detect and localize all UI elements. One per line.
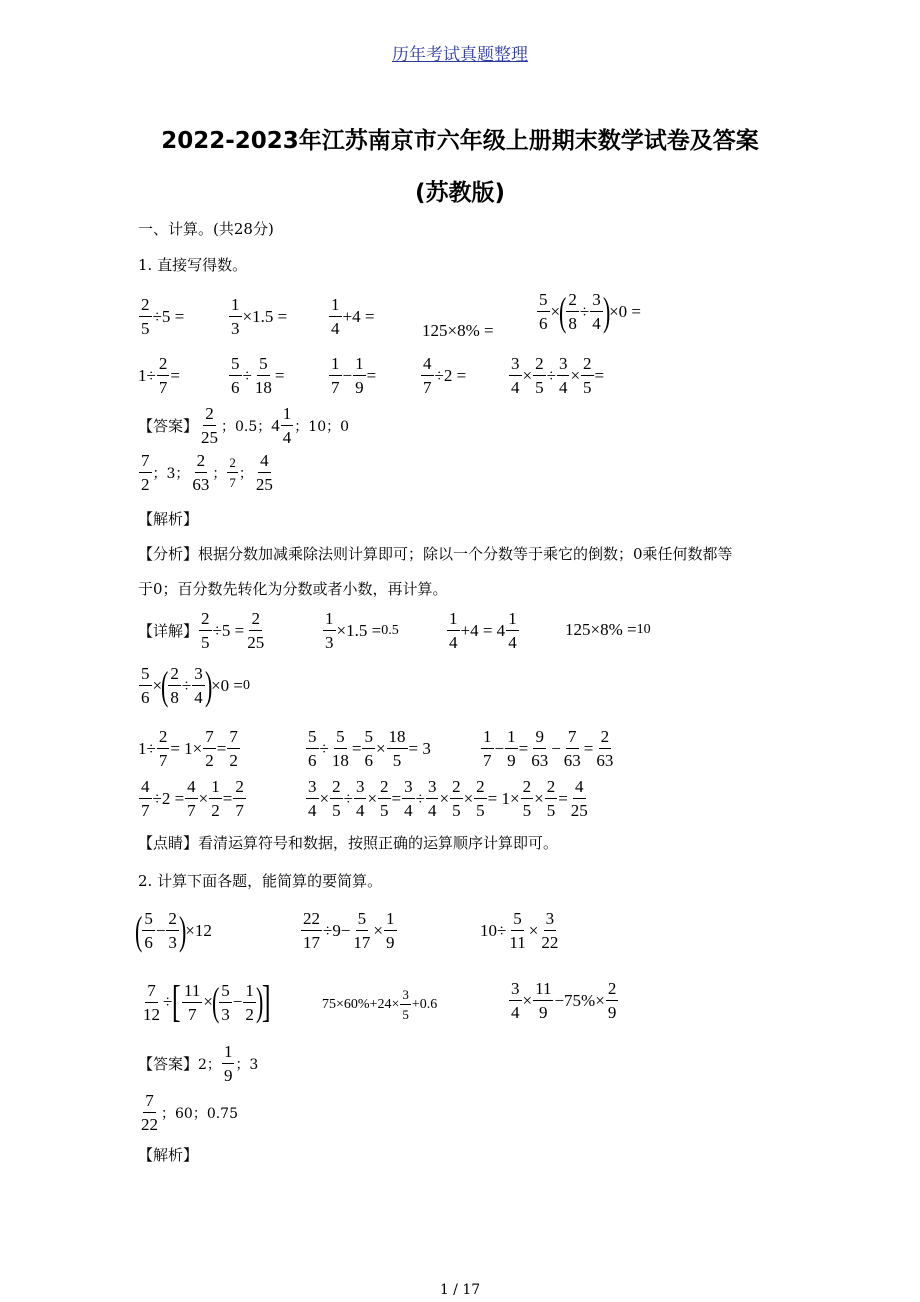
- q1-problem-10: $\frac{3}{4}$ × $\frac{2}{5}$ ÷ $\frac{3}{4}$ × $\frac{2}{5}$ =: [511, 354, 605, 397]
- q2-problem-6: $\frac{3}{4}$ × $\frac{11}{9}$ −75%× $\frac{2}{9}$: [511, 979, 617, 1022]
- question-1-label: 1. 直接写得数。: [138, 256, 248, 274]
- q2-answer-line-2: $\frac{7}{22}$ ；60；0.75: [141, 1091, 238, 1134]
- q2-problem-5: 75×60%+24× $\frac{3}{5}$ +0.6: [322, 987, 438, 1022]
- header-link[interactable]: 历年考试真题整理: [392, 45, 528, 65]
- q1-problem-6: 1÷ $\frac{2}{7}$ =: [138, 354, 180, 397]
- q1-answer-line-1: 【答案】 $\frac{2}{25}$ ；0.5； 4 $\frac{1}{4}$ ；10；0: [138, 404, 350, 447]
- q1-problem-3: $\frac{1}{4}$ +4 =: [331, 295, 375, 338]
- section-heading: 一、计算。(共28分): [138, 220, 274, 238]
- q1-problem-2: $\frac{1}{3}$ ×1.5 =: [231, 295, 288, 338]
- q2-jiexi: 【解析】: [138, 1146, 199, 1164]
- q1-problem-8: $\frac{1}{7}$ − $\frac{1}{9}$ =: [331, 354, 377, 397]
- q1-analysis-line-2: 于0；百分数先转化为分数或者小数，再计算。: [138, 580, 448, 598]
- q1-problem-1: $\frac{2}{5}$ ÷5 =: [141, 295, 185, 338]
- q2-problem-1: ( $\frac{5}{6}$ − $\frac{2}{3}$ ) ×12: [134, 907, 212, 953]
- q1-detail-8: $\frac{1}{7}$ − $\frac{1}{9}$ = $\frac{9}{63}$ − $\frac{7}{63}$ = $\frac{2}{63}$: [483, 727, 614, 770]
- q1-problem-7: $\frac{5}{6}$ ÷ $\frac{5}{18}$ =: [231, 354, 285, 397]
- q1-problem-4: 125×8% =: [422, 321, 494, 340]
- q1-detail-6: 1÷ $\frac{2}{7}$ = 1× $\frac{7}{2}$ = $\frac{7}{2}$: [138, 727, 238, 770]
- q1-problem-9: $\frac{4}{7}$ ÷2 =: [423, 354, 467, 397]
- q2-answer-line-1: 【答案】 2； $\frac{1}{9}$ ；3: [138, 1042, 259, 1085]
- q1-detail-1: 【详解】 $\frac{2}{5}$ ÷5 = $\frac{2}{25}$: [138, 609, 265, 652]
- q1-analysis-line-1: 【分析】根据分数加减乘除法则计算即可；除以一个分数等于乘它的倒数；0乘任何数都等: [138, 545, 733, 563]
- q2-problem-3: 10÷ $\frac{5}{11}$ × $\frac{3}{22}$: [480, 909, 559, 952]
- q1-detail-7: $\frac{5}{6}$ ÷ $\frac{5}{18}$ = $\frac{5}{6}$ × $\frac{18}{5}$ = 3: [308, 727, 431, 770]
- answer-tag: 【答案】: [138, 417, 199, 435]
- q1-detail-2: $\frac{1}{3}$ ×1.5 = 0.5: [325, 609, 399, 652]
- q1-detail-3: $\frac{1}{4}$ +4 = 4 $\frac{1}{4}$: [449, 609, 517, 652]
- question-2-label: 2. 计算下面各题，能简算的要简算。: [138, 872, 383, 890]
- q1-answer-line-2: $\frac{7}{2}$ ；3； $\frac{2}{63}$ ； $\frac{2}{7}$ ； $\frac{4}{25}$: [141, 451, 273, 494]
- q1-detail-4: 125×8% = 10: [565, 620, 651, 639]
- q2-problem-2: $\frac{22}{17}$ ÷9− $\frac{5}{17}$ × $\frac{1}{9}$: [303, 909, 395, 952]
- page-number: 1 / 17: [439, 1282, 481, 1298]
- q1-detail-10: $\frac{3}{4}$ × $\frac{2}{5}$ ÷ $\frac{3}{4}$ × $\frac{2}{5}$ = $\frac{3}{4}$ ÷ $\frac{3}{4}$ × $\frac{2}{5}$ × $\frac{2}{5}$ = 1× $\frac{2}{5}$ × $\frac{2}{5}$ = $\frac{4}{25}$: [308, 777, 588, 820]
- q1-jiexi: 【解析】: [138, 510, 199, 528]
- q1-detail-9: $\frac{4}{7}$ ÷2 = $\frac{4}{7}$ × $\frac{1}{2}$ = $\frac{2}{7}$: [141, 777, 244, 820]
- q1-problem-5: $\frac{5}{6}$ × ( $\frac{2}{8}$ ÷ $\frac{3}{4}$ ) ×0 =: [539, 288, 642, 334]
- document-title: 2022-2023年江苏南京市六年级上册期末数学试卷及答案: [161, 128, 759, 154]
- q1-dianjing: 【点睛】看清运算符号和数据，按照正确的运算顺序计算即可。: [138, 834, 559, 852]
- q2-problem-4: $\frac{7}{12}$ ÷ [ $\frac{11}{7}$ × ( $\frac{5}{3}$ − $\frac{1}{2}$ ) ]: [143, 977, 271, 1026]
- document-subtitle: (苏教版): [414, 180, 506, 206]
- q1-detail-5: $\frac{5}{6}$ × ( $\frac{2}{8}$ ÷ $\frac{3}{4}$ ) ×0 = 0: [141, 662, 251, 708]
